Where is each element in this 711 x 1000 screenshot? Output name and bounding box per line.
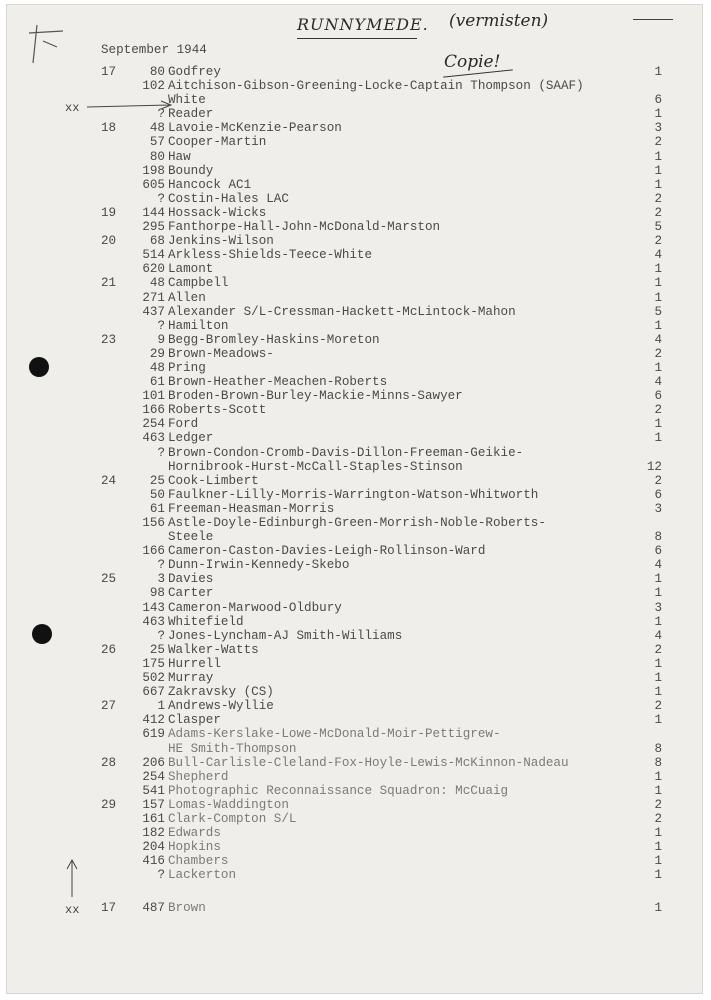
row-names: Clasper: [168, 713, 221, 728]
row-squadron: 254: [142, 769, 165, 784]
row-squadron: 9: [157, 332, 165, 347]
row-names: Clark-Compton S/L: [168, 811, 297, 826]
row-squadron: ?: [157, 445, 165, 460]
row-squadron: 161: [142, 811, 165, 826]
list-row: [7, 615, 703, 629]
row-count: 8: [654, 530, 662, 545]
row-names: Lavoie-McKenzie-Pearson: [168, 121, 342, 136]
row-count: 1: [654, 868, 662, 883]
list-row: [7, 756, 703, 770]
row-count: 2: [654, 811, 662, 826]
list-row: [7, 868, 703, 882]
row-names: Aitchison-Gibson-Greening-Locke-Captain Thompson (SAAF): [168, 79, 584, 94]
row-squadron: ?: [157, 318, 165, 333]
row-squadron: 3: [157, 572, 165, 587]
list-row: [7, 572, 703, 586]
row-count: 1: [654, 276, 662, 291]
row-count: 1: [654, 572, 662, 587]
row-squadron: ?: [157, 191, 165, 206]
list-row: [7, 742, 703, 756]
row-count: 5: [654, 304, 662, 319]
row-names: Chambers: [168, 854, 229, 869]
row-squadron: 48: [149, 360, 165, 375]
row-squadron: 412: [142, 713, 165, 728]
list-row: [7, 206, 703, 220]
row-squadron: 620: [142, 262, 165, 277]
row-count: 4: [654, 248, 662, 263]
row-count: 3: [654, 501, 662, 516]
row-squadron: 667: [142, 685, 165, 700]
month-heading: September 1944: [101, 43, 207, 57]
row-squadron: 175: [142, 656, 165, 671]
row-squadron: ?: [157, 868, 165, 883]
list-row: [7, 812, 703, 826]
row-names: Ford: [168, 417, 199, 432]
row-names: White: [168, 93, 206, 108]
list-row: [7, 417, 703, 431]
row-day: 19: [101, 205, 117, 220]
list-row: [7, 502, 703, 516]
row-names: Hurrell: [168, 656, 221, 671]
row-names: Faulkner-Lilly-Morris-Warrington-Watson-Whitworth: [168, 487, 539, 502]
row-count: 1: [654, 290, 662, 305]
row-names: Steele: [168, 530, 214, 545]
list-row: [7, 403, 703, 417]
list-row: [7, 629, 703, 643]
row-names: Broden-Brown-Burley-Mackie-Minns-Sawyer: [168, 389, 463, 404]
row-squadron: 48: [149, 276, 165, 291]
list-row: [7, 262, 703, 276]
row-count: 2: [654, 135, 662, 150]
row-count: 1: [654, 177, 662, 192]
list-row: [7, 375, 703, 389]
row-count: 1: [654, 360, 662, 375]
top-right-stroke: [633, 19, 673, 20]
row-names: Edwards: [168, 826, 221, 841]
row-count: 6: [654, 544, 662, 559]
row-names: Brown-Heather-Meachen-Roberts: [168, 375, 388, 390]
list-row: [7, 601, 703, 615]
list-row: [7, 333, 703, 347]
row-count: 1: [654, 149, 662, 164]
row-squadron: 514: [142, 248, 165, 263]
list-row: [7, 93, 703, 107]
row-names: Dunn-Irwin-Kennedy-Skebo: [168, 558, 350, 573]
row-squadron: 416: [142, 854, 165, 869]
list-row: [7, 727, 703, 741]
row-day: 29: [101, 797, 117, 812]
row-names: Boundy: [168, 163, 214, 178]
row-count: 1: [654, 671, 662, 686]
list-row: [7, 586, 703, 600]
row-names: Ledger: [168, 431, 214, 446]
title-underline: [297, 38, 417, 39]
list-row: [7, 389, 703, 403]
row-names: Fanthorpe-Hall-John-McDonald-Marston: [168, 220, 441, 235]
row-names: Arkless-Shields-Teece-White: [168, 248, 373, 263]
row-squadron: 156: [142, 516, 165, 530]
row-names: HE Smith-Thompson: [168, 741, 297, 756]
row-squadron: 101: [142, 389, 165, 404]
row-squadron: 102: [142, 79, 165, 94]
list-row: [7, 671, 703, 685]
row-names: Godfrey: [168, 65, 221, 79]
row-squadron: 605: [142, 177, 165, 192]
list-row: [7, 657, 703, 671]
row-squadron: 57: [149, 135, 165, 150]
row-count: 1: [654, 826, 662, 841]
row-count: 4: [654, 558, 662, 573]
row-count: 1: [654, 586, 662, 601]
row-squadron: 25: [149, 642, 165, 657]
row-squadron: 143: [142, 600, 165, 615]
list-row: [7, 347, 703, 361]
row-squadron: 166: [142, 403, 165, 418]
list-row: [7, 544, 703, 558]
handwritten-subtitle: (vermisten): [449, 11, 549, 31]
row-squadron: ?: [157, 558, 165, 573]
row-count: 1: [654, 685, 662, 700]
list-row: [7, 460, 703, 474]
row-count: 5: [654, 220, 662, 235]
row-squadron: 166: [142, 544, 165, 559]
row-count: 12: [646, 459, 662, 474]
row-names: Pring: [168, 360, 206, 375]
row-names: Astle-Doyle-Edinburgh-Green-Morrish-Noble-Roberts-: [168, 516, 546, 530]
margin-xx-top: xx: [65, 101, 80, 115]
row-names: Lackerton: [168, 868, 237, 883]
row-day: 18: [101, 121, 117, 136]
row-squadron: 437: [142, 304, 165, 319]
row-squadron: ?: [157, 107, 165, 122]
row-names: Cook-Limbert: [168, 473, 259, 488]
row-squadron: 463: [142, 431, 165, 446]
row-names: Adams-Kerslake-Lowe-McDonald-Moir-Pettigrew-: [168, 727, 501, 742]
row-squadron: 80: [149, 149, 165, 164]
row-squadron: 29: [149, 346, 165, 361]
row-day: 21: [101, 276, 117, 291]
row-count: 1: [654, 65, 662, 79]
row-count: 1: [654, 614, 662, 629]
row-count: 1: [654, 713, 662, 728]
row-squadron: 541: [142, 783, 165, 798]
row-squadron: 80: [149, 65, 165, 79]
row-day: 20: [101, 234, 117, 249]
row-count: 1: [654, 769, 662, 784]
row-names: Lomas-Waddington: [168, 797, 289, 812]
list-row: [7, 135, 703, 149]
row-count: 3: [654, 121, 662, 136]
row-names: Hamilton: [168, 318, 229, 333]
row-count: 4: [654, 628, 662, 643]
row-squadron: 463: [142, 614, 165, 629]
row-count: 6: [654, 389, 662, 404]
list-row: [7, 516, 703, 530]
list-row: [7, 643, 703, 657]
list-row: [7, 474, 703, 488]
row-names: Costin-Hales LAC: [168, 191, 289, 206]
handwritten-title: RUNNYMEDE.: [297, 15, 429, 34]
list-row: [7, 784, 703, 798]
row-names: Cooper-Martin: [168, 135, 267, 150]
list-row: [7, 220, 703, 234]
row-count: 1: [654, 417, 662, 432]
row-count: 2: [654, 234, 662, 249]
list-row: [7, 65, 703, 79]
list-row: [7, 150, 703, 164]
row-count: 4: [654, 332, 662, 347]
row-names: Brown-Condon-Cromb-Davis-Dillon-Freeman-Geikie-: [168, 445, 524, 460]
list-row: [7, 121, 703, 135]
row-day: 28: [101, 755, 117, 770]
row-squadron: ?: [157, 628, 165, 643]
row-day: 25: [101, 572, 117, 587]
list-row: [7, 431, 703, 445]
margin-xx-bottom: xx: [65, 903, 80, 917]
row-names: Brown-Meadows-: [168, 346, 274, 361]
row-names: Begg-Bromley-Haskins-Moreton: [168, 332, 380, 347]
row-count: 6: [654, 487, 662, 502]
row-count: 1: [654, 431, 662, 446]
list-row: [7, 305, 703, 319]
row-names: Jenkins-Wilson: [168, 234, 274, 249]
row-count: 1: [654, 854, 662, 869]
row-names: Reader: [168, 107, 214, 122]
row-squadron: 204: [142, 840, 165, 855]
list-row: [7, 319, 703, 333]
row-names: Cameron-Marwood-Oldbury: [168, 600, 342, 615]
list-row: [7, 770, 703, 784]
row-names: Carter: [168, 586, 214, 601]
list-row: [7, 164, 703, 178]
list-row: [7, 361, 703, 375]
row-names: Walker-Watts: [168, 642, 259, 657]
row-count: 2: [654, 642, 662, 657]
list-row: [7, 530, 703, 544]
row-names: Whitefield: [168, 614, 244, 629]
row-count: 1: [654, 107, 662, 122]
row-count: 1: [654, 901, 662, 915]
row-count: 1: [654, 783, 662, 798]
list-row: [7, 107, 703, 121]
row-squadron: 1: [157, 699, 165, 714]
row-names: Campbell: [168, 276, 229, 291]
row-count: 1: [654, 163, 662, 178]
row-day: 17: [101, 65, 117, 79]
row-count: 1: [654, 656, 662, 671]
row-count: 2: [654, 191, 662, 206]
row-squadron: 25: [149, 473, 165, 488]
row-names: Shepherd: [168, 769, 229, 784]
row-count: 1: [654, 318, 662, 333]
row-names: Hopkins: [168, 840, 221, 855]
row-squadron: 157: [142, 797, 165, 812]
list-row: [7, 446, 703, 460]
row-squadron: 619: [142, 727, 165, 742]
row-names: Hancock AC1: [168, 177, 252, 192]
list-row: [7, 840, 703, 854]
row-names: Roberts-Scott: [168, 403, 267, 418]
row-count: 2: [654, 797, 662, 812]
footer-entry: [7, 901, 703, 915]
row-squadron: 271: [142, 290, 165, 305]
list-row: [7, 713, 703, 727]
list-row: [7, 79, 703, 93]
row-count: 1: [654, 262, 662, 277]
row-day: 24: [101, 473, 117, 488]
row-names: Zakravsky (CS): [168, 685, 274, 700]
list-row: [7, 685, 703, 699]
row-day: 23: [101, 332, 117, 347]
row-squadron: 98: [149, 586, 165, 601]
row-squadron: 68: [149, 234, 165, 249]
row-names: Andrews-Wyllie: [168, 699, 274, 714]
row-names: Freeman-Heasman-Morris: [168, 501, 335, 516]
row-names: Photographic Reconnaissance Squadron: McCuaig: [168, 783, 509, 798]
row-day: 26: [101, 642, 117, 657]
list-row: [7, 234, 703, 248]
row-squadron: 50: [149, 487, 165, 502]
list-row: [7, 558, 703, 572]
row-names: Hornibrook-Hurst-McCall-Staples-Stinson: [168, 459, 463, 474]
row-count: 2: [654, 403, 662, 418]
row-squadron: 487: [142, 901, 165, 915]
list-row: [7, 798, 703, 812]
list-row: [7, 854, 703, 868]
row-squadron: 61: [149, 375, 165, 390]
row-squadron: 254: [142, 417, 165, 432]
row-names: Bull-Carlisle-Cleland-Fox-Hoyle-Lewis-McKinnon-Nadeau: [168, 755, 569, 770]
row-names: Jones-Lyncham-AJ Smith-Williams: [168, 628, 403, 643]
list-row: [7, 826, 703, 840]
row-names: Allen: [168, 290, 206, 305]
corner-scribble-icon: [23, 21, 69, 67]
row-names: Brown: [168, 901, 206, 915]
row-names: Murray: [168, 671, 214, 686]
row-squadron: 182: [142, 826, 165, 841]
handwritten-copy-note: Copie!: [444, 52, 501, 72]
row-names: Haw: [168, 149, 191, 164]
row-count: 8: [654, 755, 662, 770]
list-row: [7, 699, 703, 713]
list-row: [7, 248, 703, 262]
row-squadron: 144: [142, 205, 165, 220]
row-squadron: 198: [142, 163, 165, 178]
row-count: 8: [654, 741, 662, 756]
row-names: Davies: [168, 572, 214, 587]
row-day: 17: [101, 901, 117, 915]
row-count: 2: [654, 346, 662, 361]
row-squadron: 295: [142, 220, 165, 235]
row-count: 2: [654, 473, 662, 488]
list-row: [7, 488, 703, 502]
list-row: [7, 178, 703, 192]
row-squadron: 48: [149, 121, 165, 136]
row-day: 27: [101, 699, 117, 714]
document-page: [6, 4, 703, 994]
list-row: [7, 276, 703, 290]
row-count: 6: [654, 93, 662, 108]
list-row: [7, 192, 703, 206]
row-count: 1: [654, 840, 662, 855]
list-row: [7, 291, 703, 305]
row-squadron: 206: [142, 755, 165, 770]
row-squadron: 61: [149, 501, 165, 516]
row-count: 2: [654, 205, 662, 220]
row-count: 3: [654, 600, 662, 615]
row-count: 2: [654, 699, 662, 714]
row-count: 4: [654, 375, 662, 390]
row-names: Alexander S/L-Cressman-Hackett-McLintock-Mahon: [168, 304, 516, 319]
row-names: Cameron-Caston-Davies-Leigh-Rollinson-Ward: [168, 544, 486, 559]
row-squadron: 502: [142, 671, 165, 686]
row-names: Hossack-Wicks: [168, 205, 267, 220]
row-names: Lamont: [168, 262, 214, 277]
casualty-list: [7, 65, 703, 882]
